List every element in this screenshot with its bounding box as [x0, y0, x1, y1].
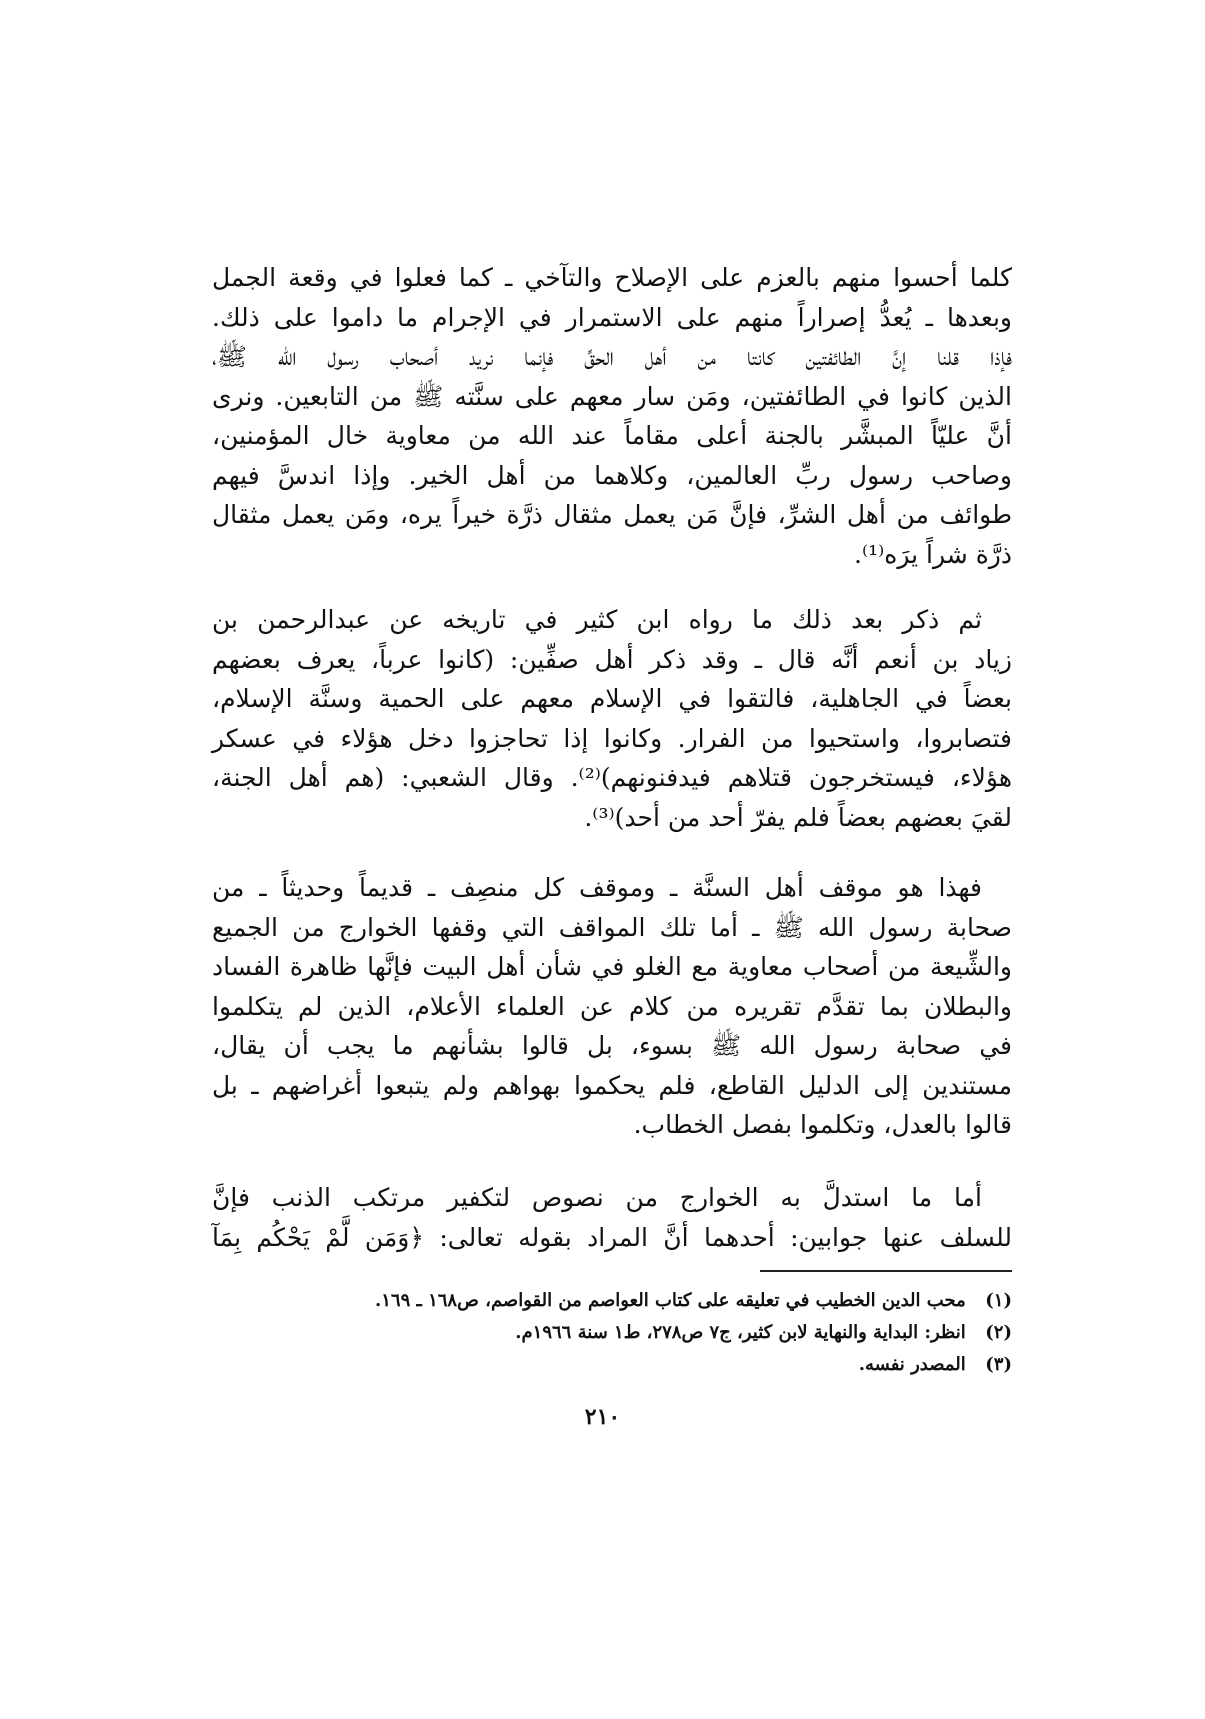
text-line: طوائف من أهل الشرِّ، فإنَّ مَن يعمل مثقال ذرَّة خيراً يره، ومَن يعمل مثقال [212, 500, 1012, 529]
footnote-number: (٢) [985, 1322, 1012, 1343]
text-line: قالوا بالعدل، وتكلموا بفصل الخطاب. [633, 1110, 1012, 1139]
footnote-text: محب الدين الخطيب في تعليقه على كتاب العواصم من القواصم، ص١٦٨ ـ ١٦٩. [374, 1290, 966, 1311]
text-line: فهذا هو موقف أهل السنَّة ـ وموقف كل منصِف ـ قديماً وحديثاً ـ من [212, 873, 982, 902]
page-number: ٢١٠ [584, 1404, 621, 1430]
text-line: وصاحب رسول ربِّ العالمين، وكلاهما من أهل الخير. وإذا اندسَّ فيهم [212, 460, 1012, 490]
text-line: ذرَّة شراً يرَه⁽¹⁾. [854, 539, 1012, 569]
text-line: والشِّيعة من أصحاب معاوية مع الغلو في شأن أهل البيت فإنَّها ظاهرة الفساد [212, 952, 1012, 981]
text-line: أما ما استدلَّ به الخوارج من نصوص لتكفير مرتكب الذنب فإنَّ [212, 1183, 982, 1212]
text-line: لقيَ بعضهم بعضاً فلم يفرّ أحد من أحد)⁽³⁾. [584, 802, 1012, 832]
text-line: والبطلان بما تقدَّم تقريره من كلام عن العلماء الأعلام، الذين لم يتكلموا [212, 991, 1012, 1021]
text-line: كلما أحسوا منهم بالعزم على الإصلاح والتآخي ـ كما فعلوا في وقعة الجمل [212, 263, 1012, 292]
text-line: وبعدها ـ يُعدُّ إصراراً منهم على الاستمرار في الإجرام ما داموا على ذلك. [212, 302, 1012, 332]
text-line: الذين كانوا في الطائفتين، ومَن سار معهم على سنَّته ﷺ من التابعين. ونرى [212, 381, 1012, 411]
footnote-3 [212, 1349, 1012, 1381]
paragraph-1 [212, 258, 1012, 574]
footnote-number: (٣) [985, 1354, 1012, 1375]
text-line: أنَّ عليّاً المبشَّر بالجنة أعلى مقاماً عند الله من معاوية خال المؤمنين، [212, 421, 1012, 450]
text-line: صحابة رسول الله ﷺ ـ أما تلك المواقف التي وقفها الخوارج من الجميع [212, 912, 1012, 942]
footnotes [212, 1285, 1012, 1381]
footnote-text: المصدر نفسه. [858, 1354, 966, 1375]
text-line: فإذا قلنا إنَّ الطائفتين كانتا من أهل الحقِّ فإنما نريد أصحاب رسول الله ﷺ، [212, 342, 1012, 371]
footnote-separator [760, 1270, 1012, 1272]
footnote-2 [212, 1317, 1012, 1349]
text-line: زياد بن أنعم أنَّه قال ـ وقد ذكر أهل صفِّين: (كانوا عرباً، يعرف بعضهم [212, 644, 1012, 674]
paragraph-3 [212, 868, 1012, 1145]
text-line: للسلف عنها جوابين: أحدهما أنَّ المراد بقوله تعالى: ﴿وَمَن لَّمْ يَحْكُم بِمَآ [212, 1222, 1012, 1252]
text-line: في صحابة رسول الله ﷺ بسوء، بل قالوا بشأنهم ما يجب أن يقال، [212, 1031, 1012, 1060]
footnote-1 [212, 1285, 1012, 1317]
text-line: مستندين إلى الدليل القاطع، فلم يحكموا بهواهم ولم يتبعوا أغراضهم ـ بل [212, 1070, 1012, 1100]
paragraph-2 [212, 600, 1012, 837]
text-line: بعضاً في الجاهلية، فالتقوا في الإسلام معهم على الحمية وسنَّة الإسلام، [212, 684, 1012, 713]
text-line: ثم ذكر بعد ذلك ما رواه ابن كثير في تاريخه عن عبدالرحمن بن [212, 605, 982, 634]
text-line: هؤلاء، فيستخرجون قتلاهم فيدفنونهم)⁽²⁾. وقال الشعبي: (هم أهل الجنة، [212, 763, 1012, 792]
footnote-number: (١) [985, 1290, 1012, 1311]
text-line: فتصابروا، واستحيوا من الفرار. وكانوا إذا تحاجزوا دخل هؤلاء في عسكر [212, 723, 1012, 753]
footnote-text: انظر: البداية والنهاية لابن كثير، ج٧ ص٢٧٨، ط١ سنة ١٩٦٦م. [515, 1322, 966, 1343]
paragraph-4 [212, 1178, 1012, 1257]
